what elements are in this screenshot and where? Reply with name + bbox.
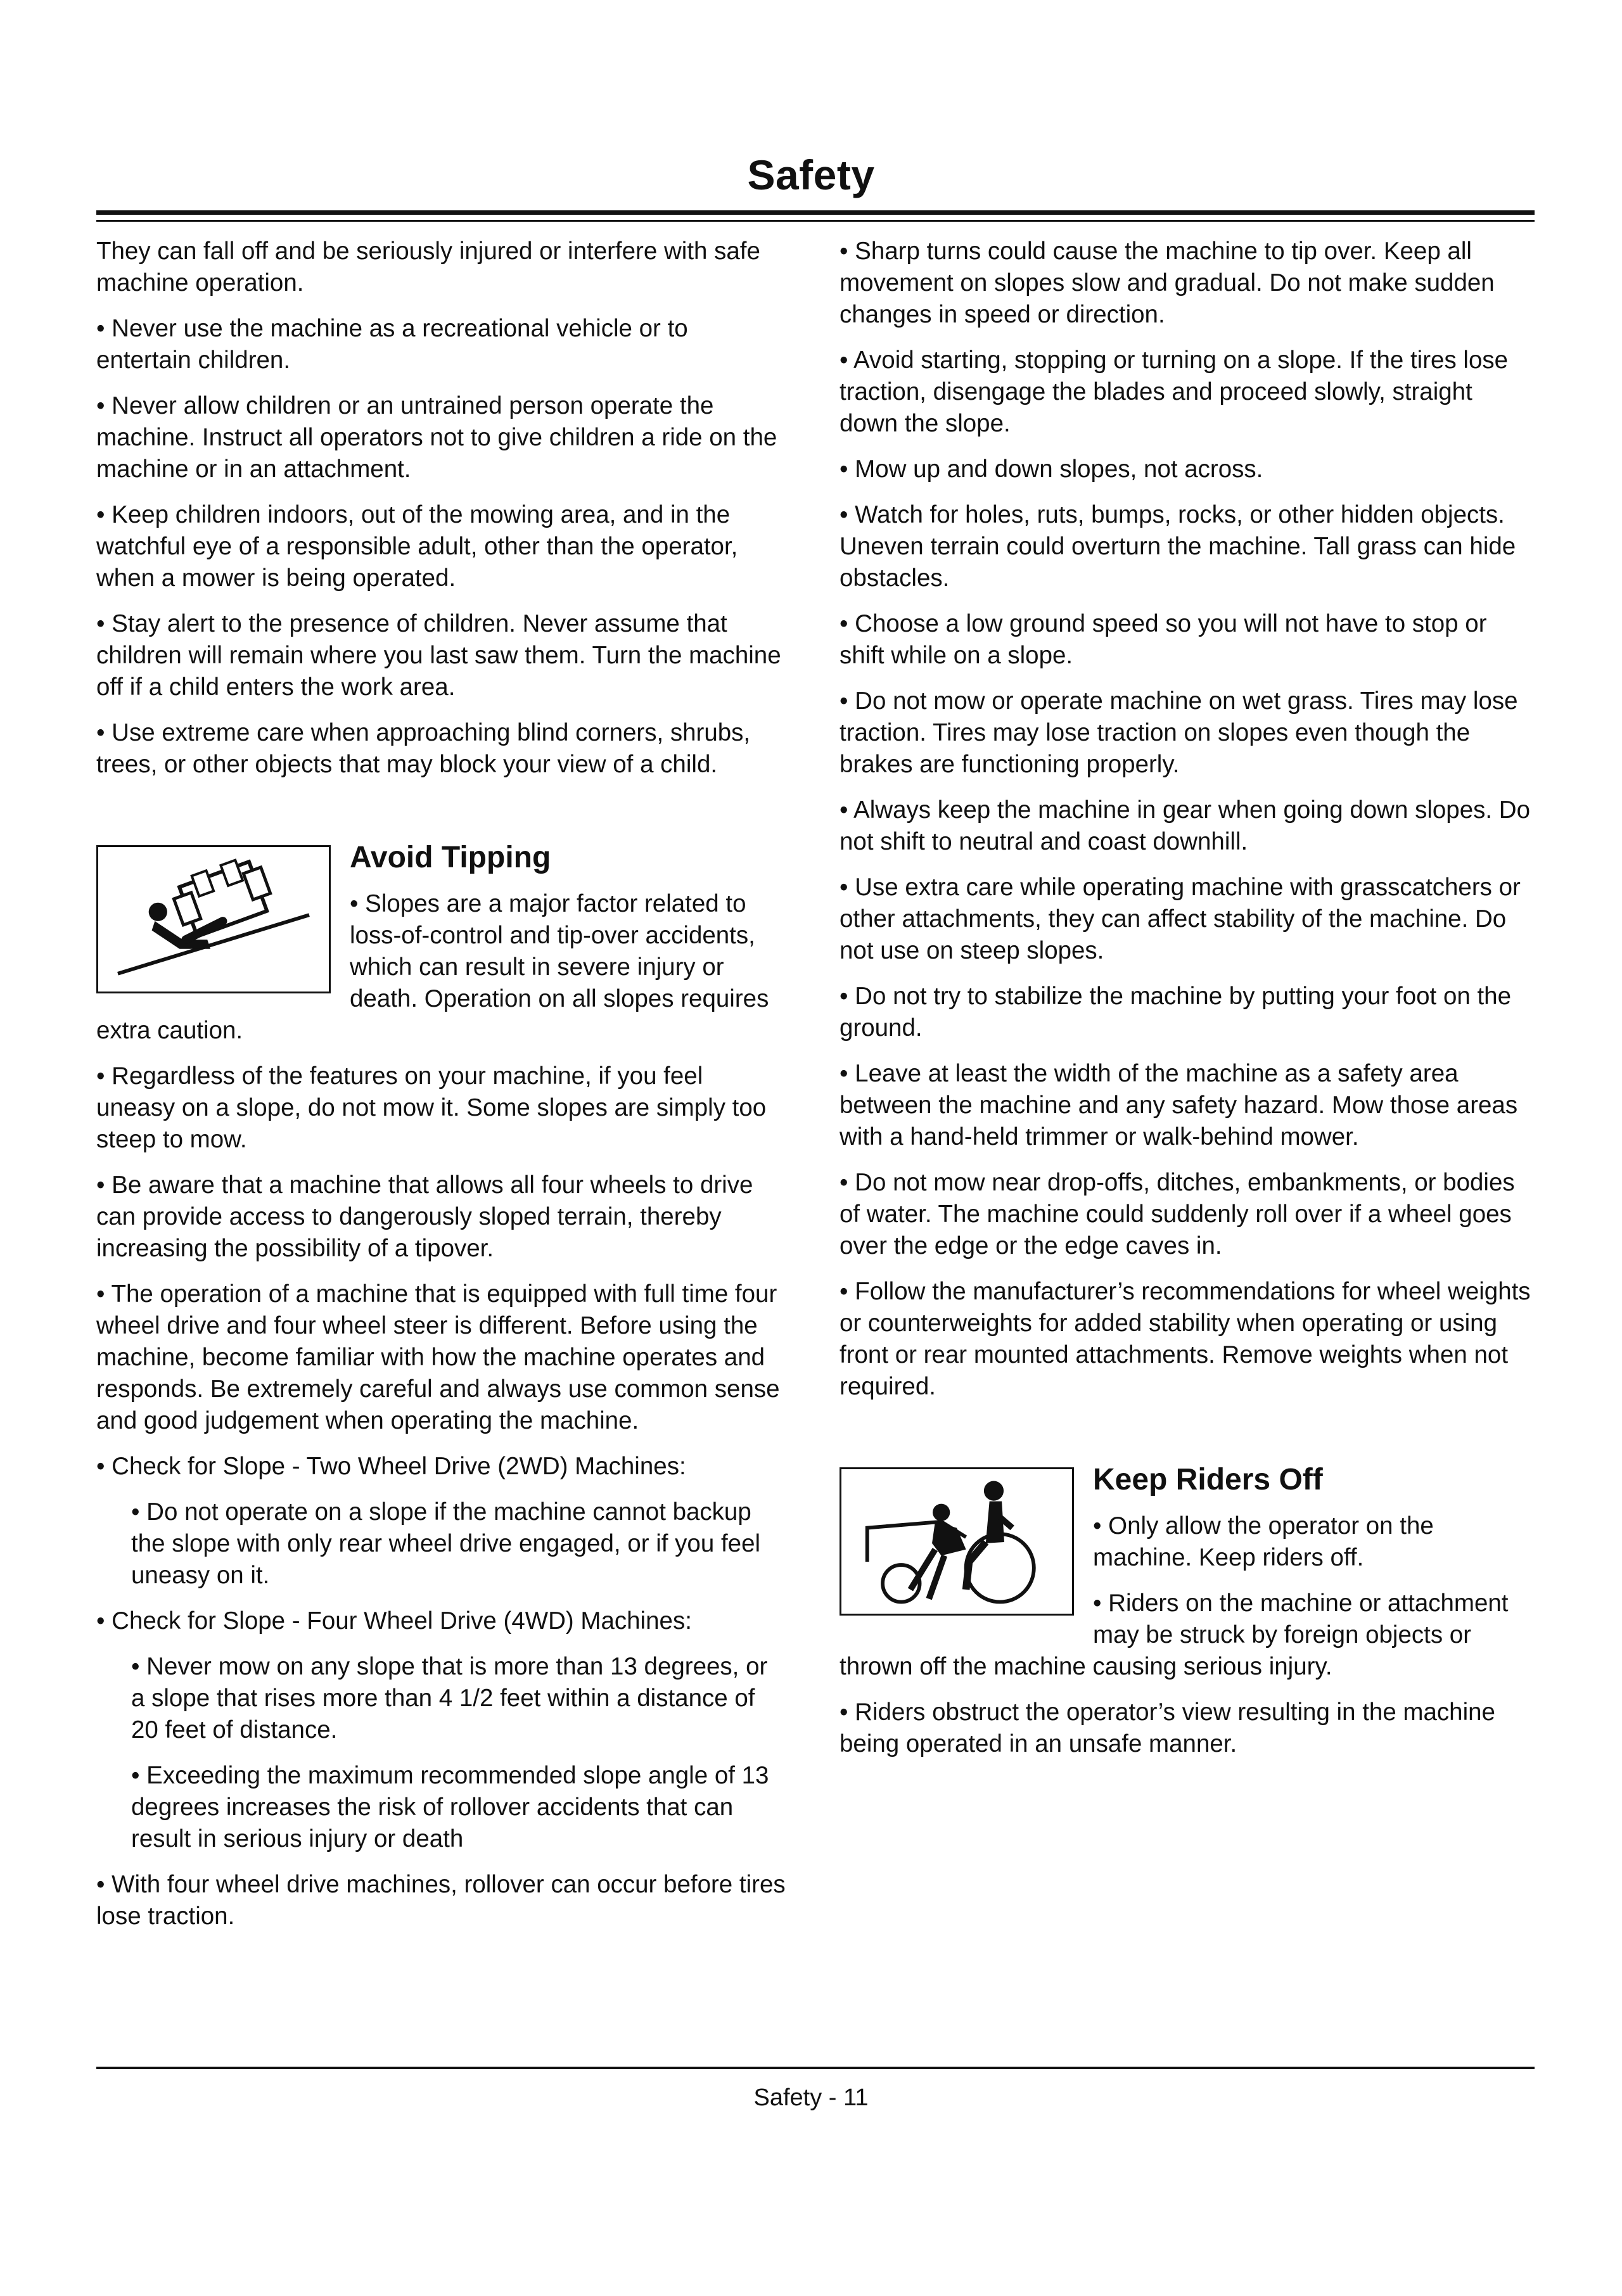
no-riders-icon	[840, 1467, 1074, 1616]
paragraph: • Keep children indoors, out of the mowing area, and in the watchful eye of a responsible adult, other than the operator, when a mower is being operated.	[96, 501, 738, 592]
sub-paragraph: • Do not operate on a slope if the machine cannot backup the slope with only rear wheel drive engaged, or if you feel uneasy on it.	[131, 1498, 761, 1589]
paragraph: • Sharp turns could cause the machine to tip over. Keep all movement on slopes slow and gradual. Do not make sudden changes in speed or direction.	[840, 238, 1495, 328]
paragraph: • Be aware that a machine that allows all four wheels to drive can provide access to dangerously sloped terrain, thereby increasing the possibility of a tipover.	[96, 1171, 753, 1262]
paragraph: • Always keep the machine in gear when going down slopes. Do not shift to neutral and coast downhill.	[840, 796, 1530, 855]
paragraph: • Choose a low ground speed so you will not have to stop or shift while on a slope.	[840, 610, 1487, 669]
avoid-tipping-section	[96, 839, 787, 1932]
paragraph: • Check for Slope - Four Wheel Drive (4WD) Machines:	[96, 1607, 692, 1635]
paragraph: • Mow up and down slopes, not across.	[840, 456, 1263, 483]
paragraph: • Never use the machine as a recreational vehicle or to entertain children.	[96, 315, 688, 374]
paragraph: • Do not mow or operate machine on wet grass. Tires may lose traction. Tires may lose traction on slopes even though the brakes are functioning properly.	[840, 687, 1518, 778]
footer-rule	[96, 2067, 1535, 2069]
header-rule-thin	[96, 220, 1535, 222]
paragraph: They can fall off and be seriously injured or interfere with safe machine operation.	[96, 238, 760, 297]
keep-riders-off-heading: Keep Riders Off	[1093, 1463, 1323, 1496]
paragraph: • Regardless of the features on your machine, if you feel uneasy on a slope, do not mow it. Some slopes are simply too steep to mow.	[96, 1062, 767, 1153]
tipping-hazard-icon	[96, 845, 331, 993]
paragraph: • Use extreme care when approaching blind corners, shrubs, trees, or other objects that may block your view of a child.	[96, 719, 751, 778]
paragraph: • Do not mow near drop-offs, ditches, embankments, or bodies of water. The machine could suddenly roll over if a wheel goes over the edge or the edge caves in.	[840, 1169, 1515, 1260]
header-rule	[96, 210, 1535, 215]
right-column	[840, 236, 1535, 1774]
paragraph: • Stay alert to the presence of children. Never assume that children will remain where you last saw them. Turn the machine off if a child enters the work area.	[96, 610, 781, 701]
sub-paragraph: • Exceeding the maximum recommended slope angle of 13 degrees increases the risk of rollover accidents that can result in serious injury or death	[131, 1762, 769, 1853]
paragraph: • Check for Slope - Two Wheel Drive (2WD) Machines:	[96, 1453, 686, 1480]
paragraph: • Riders on the machine or attachment may be struck by foreign objects or thrown off the machine causing serious injury.	[840, 1590, 1509, 1680]
paragraph: • Leave at least the width of the machine as a safety area between the machine and any safety hazard. Mow those areas with a hand-held trimmer or walk-behind mower.	[840, 1060, 1518, 1151]
sub-paragraph: • Never mow on any slope that is more than 13 degrees, or a slope that rises more than 4 1/2 feet within a distance of 20 feet of distance.	[131, 1653, 768, 1744]
left-column	[96, 236, 787, 1946]
page-title: Safety	[747, 151, 875, 198]
paragraph: • With four wheel drive machines, rollover can occur before tires lose traction.	[96, 1871, 786, 1930]
paragraph: • Do not try to stabilize the machine by putting your foot on the ground.	[840, 983, 1511, 1042]
paragraph: • Slopes are a major factor related to loss-of-control and tip-over accidents, which can result in severe injury or death. Operation on all slopes requires extra caution.	[96, 890, 769, 1044]
page-number: Safety - 11	[753, 2084, 869, 2111]
paragraph: • Only allow the operator on the machine. Keep riders off.	[1093, 1512, 1434, 1571]
paragraph: • Watch for holes, ruts, bumps, rocks, or other hidden objects. Uneven terrain could overturn the machine. Tall grass can hide obstacles.	[840, 501, 1516, 592]
keep-riders-off-section	[840, 1461, 1535, 1760]
paragraph: • Never allow children or an untrained person operate the machine. Instruct all operators not to give children a ride on the machine or in an attachment.	[96, 392, 777, 483]
avoid-tipping-heading: Avoid Tipping	[350, 841, 551, 874]
paragraph: • Avoid starting, stopping or turning on a slope. If the tires lose traction, disengage the blades and proceed slowly, straight down the slope.	[840, 347, 1509, 437]
paragraph: • Riders obstruct the operator’s view resulting in the machine being operated in an unsafe manner.	[840, 1699, 1495, 1757]
paragraph: • Use extra care while operating machine with grasscatchers or other attachments, they can affect stability of the machine. Do not use on steep slopes.	[840, 874, 1521, 964]
paragraph: • The operation of a machine that is equipped with full time four wheel drive and four wheel steer is different. Before using the machine, become familiar with how the machine operates and responds. Be extremely careful and always use common sense and good judgement when operating the machine.	[96, 1280, 780, 1434]
paragraph: • Follow the manufacturer’s recommendations for wheel weights or counterweights for added stability when operating or using front or rear mounted attachments. Remove weights when not required.	[840, 1278, 1531, 1400]
